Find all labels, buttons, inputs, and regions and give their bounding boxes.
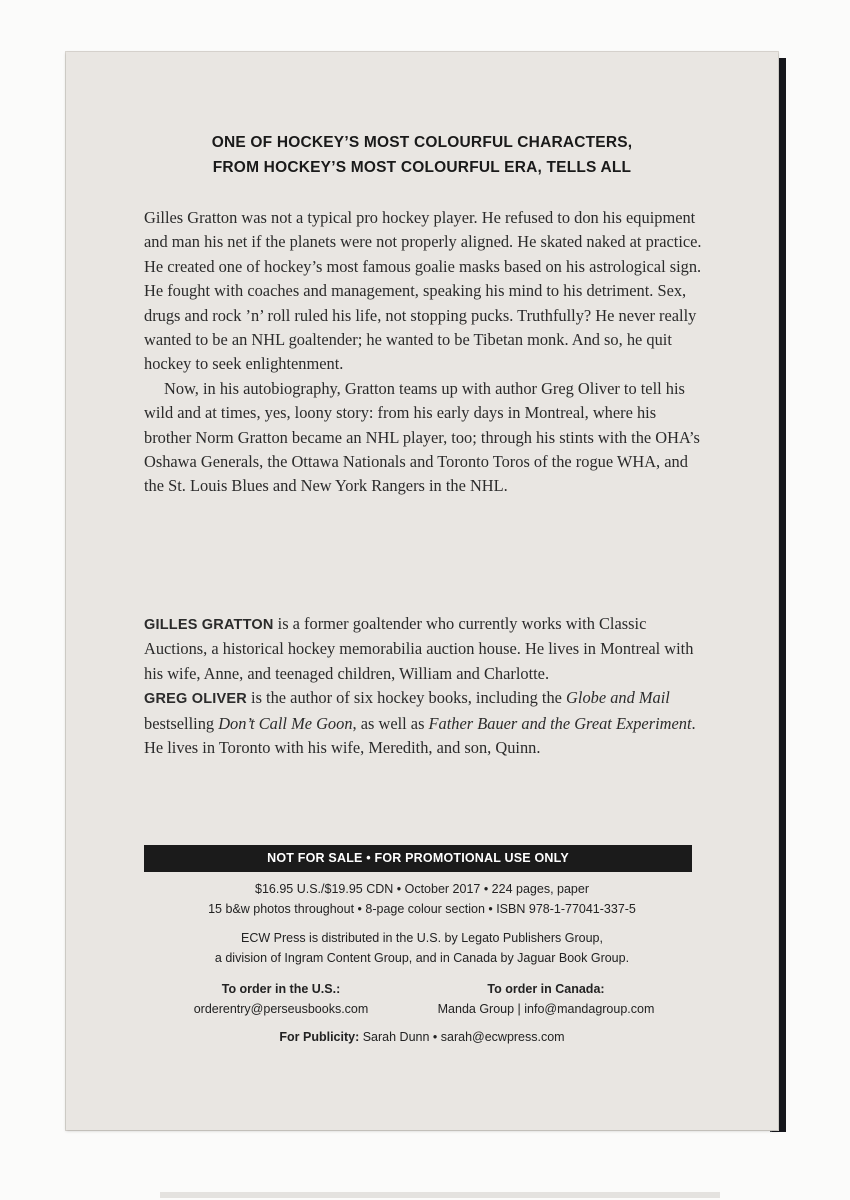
author2-text-d: . He lives in Toronto with his wife, Meredith, and son, Quinn. — [144, 713, 696, 758]
distribution-info — [66, 929, 778, 968]
author1-name: GILLES GRATTON — [144, 617, 274, 633]
headline-line-1: ONE OF HOCKEY’S MOST COLOURFUL CHARACTERS, — [211, 134, 633, 151]
author1-text: is a former goaltender who currently works with Classic Auctions, a historical hockey memorabilia auction house. He lives in Montreal with his wife, Anne, and teenaged children, William and Charlotte. — [144, 614, 694, 683]
order-us-contact: orderentry@perseusbooks.com — [193, 1001, 369, 1016]
author2-text-c: , as well as — [352, 713, 429, 733]
description — [144, 206, 704, 499]
publicity-details: Sarah Dunn • sarah@ecwpress.com — [359, 1030, 565, 1044]
author2-text-b: bestselling — [144, 713, 219, 733]
author2-book-1: Globe and Mail — [566, 688, 670, 708]
description-paragraph-2: Now, in his autobiography, Gratton teams up with author Greg Oliver to tell his wild and at times, yes, loony story: from his early days in Montreal, where his brother Norm Gratton became an NHL player, too; through his stints with the OHA’s Oshawa Generals, the Ottawa Nationals and Toronto Toros of the rogue WHA, and the St. Louis Blues and New York Rangers in the NHL. — [144, 378, 700, 496]
details-line-2: 15 b&w photos throughout • 8-page colour section • ISBN 978-1-77041-337-5 — [208, 901, 636, 916]
author2-book-2: Don’t Call Me Goon — [218, 713, 353, 733]
distribution-line-2: a division of Ingram Content Group, and in Canada by Jaguar Book Group. — [214, 950, 630, 965]
order-us — [166, 980, 396, 1019]
book-details — [66, 880, 778, 919]
promo-banner: NOT FOR SALE • FOR PROMOTIONAL USE ONLY — [144, 845, 692, 872]
back-cover — [66, 52, 778, 1130]
author2-name: GREG OLIVER — [144, 691, 247, 708]
headline-line-2: FROM HOCKEY’S MOST COLOURFUL ERA, TELLS ALL — [212, 159, 632, 176]
author-bios — [144, 612, 704, 760]
order-canada — [426, 980, 666, 1019]
description-paragraph-1: Gilles Gratton was not a typical pro hockey player. He refused to don his equipment and man his net if the planets were not properly aligned. He skated naked at practice. He created one of hockey’s most famous goalie masks based on his astrological sign. He fought with coaches and management, speaking his mind to his detriment. Sex, drugs and rock ’n’ roll ruled his life, not stopping pucks. Truthfully? He never really wanted to be an NHL goaltender; he wanted to be Tibetan monk. And so, he quit hockey to seek enlightenment. — [144, 208, 702, 374]
order-us-label: To order in the U.S.: — [221, 982, 341, 996]
distribution-line-1: ECW Press is distributed in the U.S. by Legato Publishers Group, — [241, 931, 603, 945]
details-line-1: $16.95 U.S./$19.95 CDN • October 2017 • 224 pages, paper — [255, 882, 589, 896]
author2-book-3: Father Bauer and the Great Experiment — [428, 713, 692, 733]
publicity-contact — [66, 1028, 778, 1048]
order-canada-contact: Manda Group | info@mandagroup.com — [437, 1001, 655, 1016]
shadow-strip — [160, 1192, 720, 1198]
bio-gilles-gratton — [144, 612, 704, 686]
bio-greg-oliver — [144, 686, 704, 760]
headline — [66, 130, 778, 180]
order-canada-label: To order in Canada: — [487, 982, 605, 996]
author2-text-a: is the author of six hockey books, including the — [246, 688, 567, 708]
publicity-label: For Publicity: — [279, 1030, 360, 1044]
